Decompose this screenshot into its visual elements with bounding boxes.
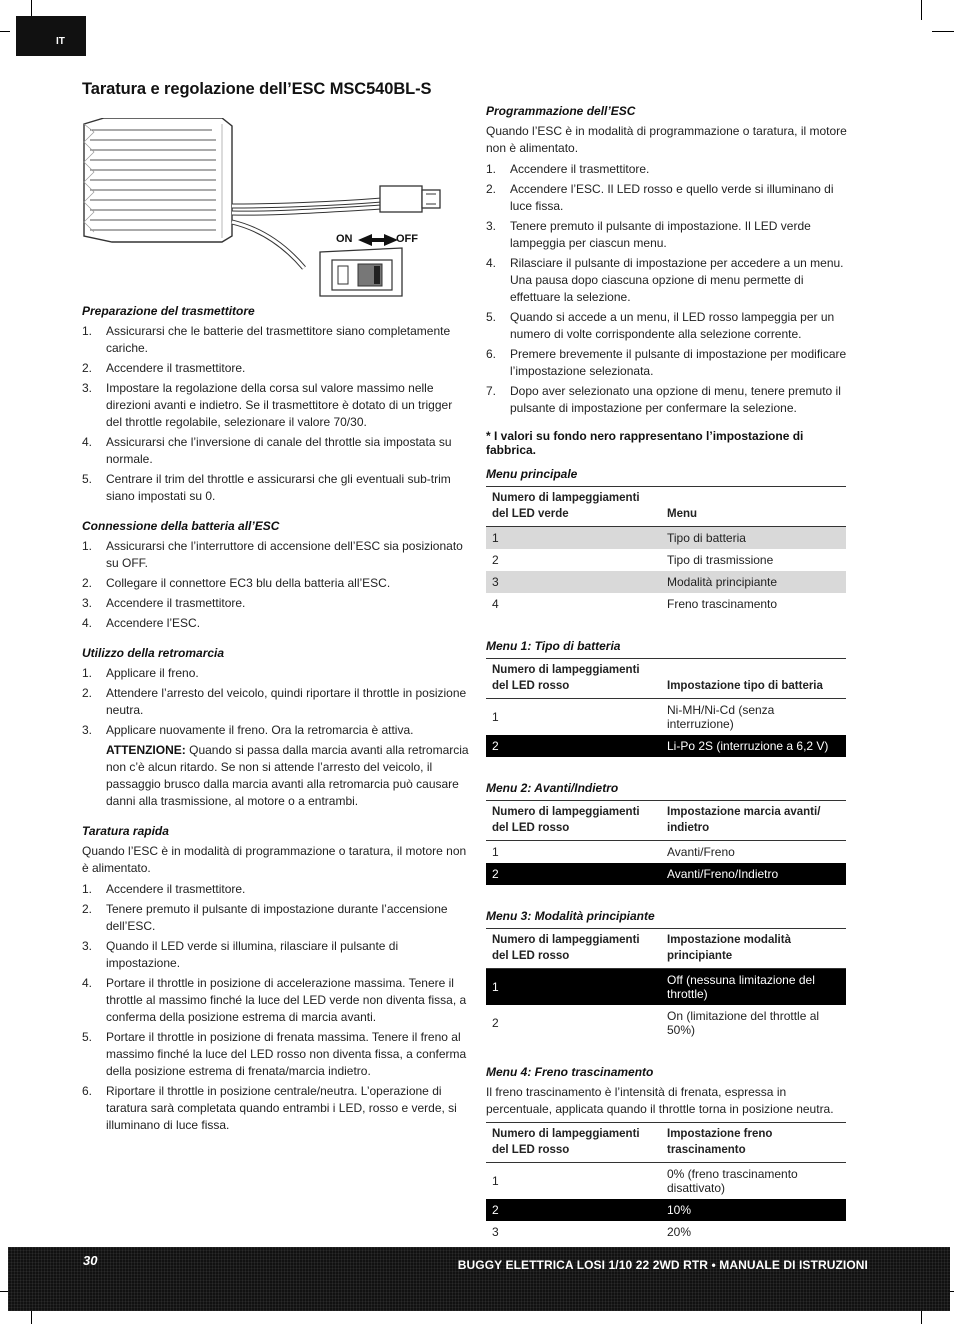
quick-calibration-intro: Quando l’ESC è in modalità di programmazione o taratura, il motore non è alimentato. [82,844,467,875]
list-item: 2. Collegare il connettore EC3 blu della batteria all’ESC. [82,576,391,590]
table-row: 1 Tipo di batteria [486,527,846,550]
column-header: Numero di lampeggiamenti del LED rosso [486,801,661,841]
list-item: 3. Quando il LED verde si illumina, rilasciare il pulsante di impostazione. [82,939,399,970]
table-row: 1 Off (nessuna limitazione del throttle) [486,969,846,1006]
main-menu-table [486,486,846,615]
table-row: 3 Modalità principiante [486,571,846,593]
menu-4-table [486,1122,846,1265]
section-heading-menu-1: Menu 1: Tipo di batteria [486,639,621,653]
language-tab: IT [16,16,86,56]
table-row: 1 0% (freno trascinamento disattivato) [486,1163,846,1200]
column-header: Impostazione modalità principiante [661,929,846,969]
column-header: Numero di lampeggiamenti del LED verde [486,487,661,527]
list-item: 2. Attendere l’arresto del veicolo, quindi riportare il throttle in posizione neutra. [82,686,467,717]
attention-note: ATTENZIONE: Quando si passa dalla marcia avanti alla retromarcia non c’è alcun ritardo. Se non si attende l’arresto del veicolo, il passaggio brusco dalla marcia avanti alla retromarcia può causare danni alla trasmissione, al motore o a entrambi. [106,743,469,808]
menu-1-table [486,658,846,757]
esc-diagram [82,118,470,298]
list-item: 2. Accendere l’ESC. Il LED rosso e quello verde si illuminano di luce fissa. [486,182,834,213]
table-row: 2 Li-Po 2S (interruzione a 6,2 V) [486,735,846,757]
table-row: 1 Avanti/Freno [486,841,846,864]
section-heading-reverse: Utilizzo della retromarcia [82,646,225,660]
section-heading-menu-3: Menu 3: Modalità principiante [486,909,655,923]
list-item: 3. Impostare la regolazione della corsa sul valore massimo nelle direzioni avanti e indietro. Se il trasmettitore è dotato di un trigger del throttle regolabile, selezionare il valore 70/30. [82,381,453,429]
list-item: 5. Centrare il trim del throttle e assicurarsi che gli eventuali sub-trim siano impostati su 0. [82,472,451,503]
footer-bar [8,1247,950,1311]
list-item: 4. Accendere l’ESC. [82,616,201,630]
table-row: 2 On (limitazione del throttle al 50%) [486,1005,846,1041]
list-item: 3. Accendere il trasmettitore. [82,596,246,610]
list-item: 3. Applicare nuovamente il freno. Ora la retromarcia è attiva. [82,723,414,737]
table-header-row [486,929,846,969]
list-item: 7. Dopo aver selezionato una opzione di menu, tenere premuto il pulsante di impostazione per confermare la selezione. [486,384,841,415]
list-item: 5. Portare il throttle in posizione di frenata massima. Tenere il freno al massimo finché la luce del LED rosso non diventa fissa, a conferma della posizione estrema di frenata/marcia indietro. [82,1030,467,1078]
preparation-steps [82,323,470,505]
list-item: 1. Accendere il trasmettitore. [82,882,246,896]
table-row: 1 Ni-MH/Ni-Cd (senza interruzione) [486,699,846,736]
column-header: Impostazione tipo di batteria [661,659,846,699]
list-item: 6. Riportare il throttle in posizione centrale/neutra. L’operazione di taratura sarà completata quando entrambi i LED, rosso e verde, si illuminano di luce fissa. [82,1084,457,1132]
column-header: Impostazione marcia avanti/ indietro [661,801,846,841]
table-header-row [486,487,846,527]
table-row: 2 Tipo di trasmissione [486,549,846,571]
section-heading-battery: Connessione della batteria all’ESC [82,519,280,533]
table-row: 4 Freno trascinamento [486,593,846,615]
section-heading-preparation: Preparazione del trasmettitore [82,304,255,318]
page-title: Taratura e regolazione dell’ESC MSC540BL-S [82,80,432,98]
column-header: Numero di lampeggiamenti del LED rosso [486,929,661,969]
battery-steps [82,538,470,632]
manual-title: BUGGY ELETTRICA LOSI 1/10 22 2WD RTR • MANUALE DI ISTRUZIONI [457,1258,868,1272]
list-item: 2. Accendere il trasmettitore. [82,361,246,375]
left-column [82,118,470,1137]
right-column [486,104,848,1285]
column-header: Impostazione freno trascinamento [661,1123,846,1163]
attention-label: ATTENZIONE: [106,743,186,757]
column-header: Numero di lampeggiamenti del LED rosso [486,1123,661,1163]
section-heading-main-menu: Menu principale [486,467,578,481]
list-item: 1. Applicare il freno. [82,666,199,680]
esc-illustration [82,118,470,298]
menu-4-intro: Il freno trascinamento è l’intensità di frenata, espressa in percentuale, applicata quando il throttle torna in posizione neutra. [486,1085,834,1116]
crop-mark [932,31,954,32]
column-header: Numero di lampeggiamenti del LED rosso [486,659,661,699]
table-row: 3 20% [486,1221,846,1243]
list-item: 4. Rilasciare il pulsante di impostazione per accedere a un menu. Una pausa dopo ciascuna opzione di menu permette di effettuare la selezione. [486,256,844,304]
section-heading-menu-4: Menu 4: Freno trascinamento [486,1065,654,1079]
on-label: ON [336,233,353,245]
section-heading-programming: Programmazione dell’ESC [486,104,636,118]
list-item: 1. Accendere il trasmettitore. [486,162,650,176]
list-item: 3. Tenere premuto il pulsante di impostazione. Il LED verde lampeggia per ciascun menu. [486,219,811,250]
list-item: 1. Assicurarsi che le batterie del trasmettitore siano completamente cariche. [82,324,451,355]
section-heading-quick-calibration: Taratura rapida [82,824,169,838]
page-number: 30 [83,1253,98,1268]
programming-intro: Quando l’ESC è in modalità di programmazione o taratura, il motore non è alimentato. [486,124,847,155]
column-header: Menu [661,487,846,527]
menu-2-table [486,800,846,885]
factory-default-footnote: * I valori su fondo nero rappresentano l’impostazione di fabbrica. [486,429,804,457]
list-item: 2. Tenere premuto il pulsante di impostazione durante l’accensione dell’ESC. [82,902,448,933]
quick-calibration-steps [82,881,470,1134]
menu-3-table [486,928,846,1041]
crop-mark [921,1310,922,1324]
table-header-row [486,659,846,699]
crop-mark [31,1310,32,1324]
reverse-steps [82,665,470,739]
programming-steps [486,161,848,417]
table-row: 2 10% [486,1199,846,1221]
table-row: 2 Avanti/Freno/Indietro [486,863,846,885]
crop-mark [921,0,922,20]
list-item: 6. Premere brevemente il pulsante di impostazione per modificare l’impostazione selezionata. [486,347,847,378]
table-header-row [486,801,846,841]
crop-mark [0,1291,8,1292]
list-item: 4. Assicurarsi che l’inversione di canale del throttle sia impostata su normale. [82,435,452,466]
table-header-row [486,1123,846,1163]
off-label: OFF [396,233,418,245]
list-item: 1. Assicurarsi che l’interruttore di accensione dell’ESC sia posizionato su OFF. [82,539,463,570]
list-item: 5. Quando si accede a un menu, il LED rosso lampeggia per un numero di volte corrispondente alla selezione corrente. [486,310,835,341]
section-heading-menu-2: Menu 2: Avanti/Indietro [486,781,619,795]
list-item: 4. Portare il throttle in posizione di accelerazione massima. Tenere il throttle al massimo finché la luce del LED verde non diventa fissa, a conferma della posizione estrema di marcia avanti. [82,976,467,1024]
crop-mark [0,31,10,32]
